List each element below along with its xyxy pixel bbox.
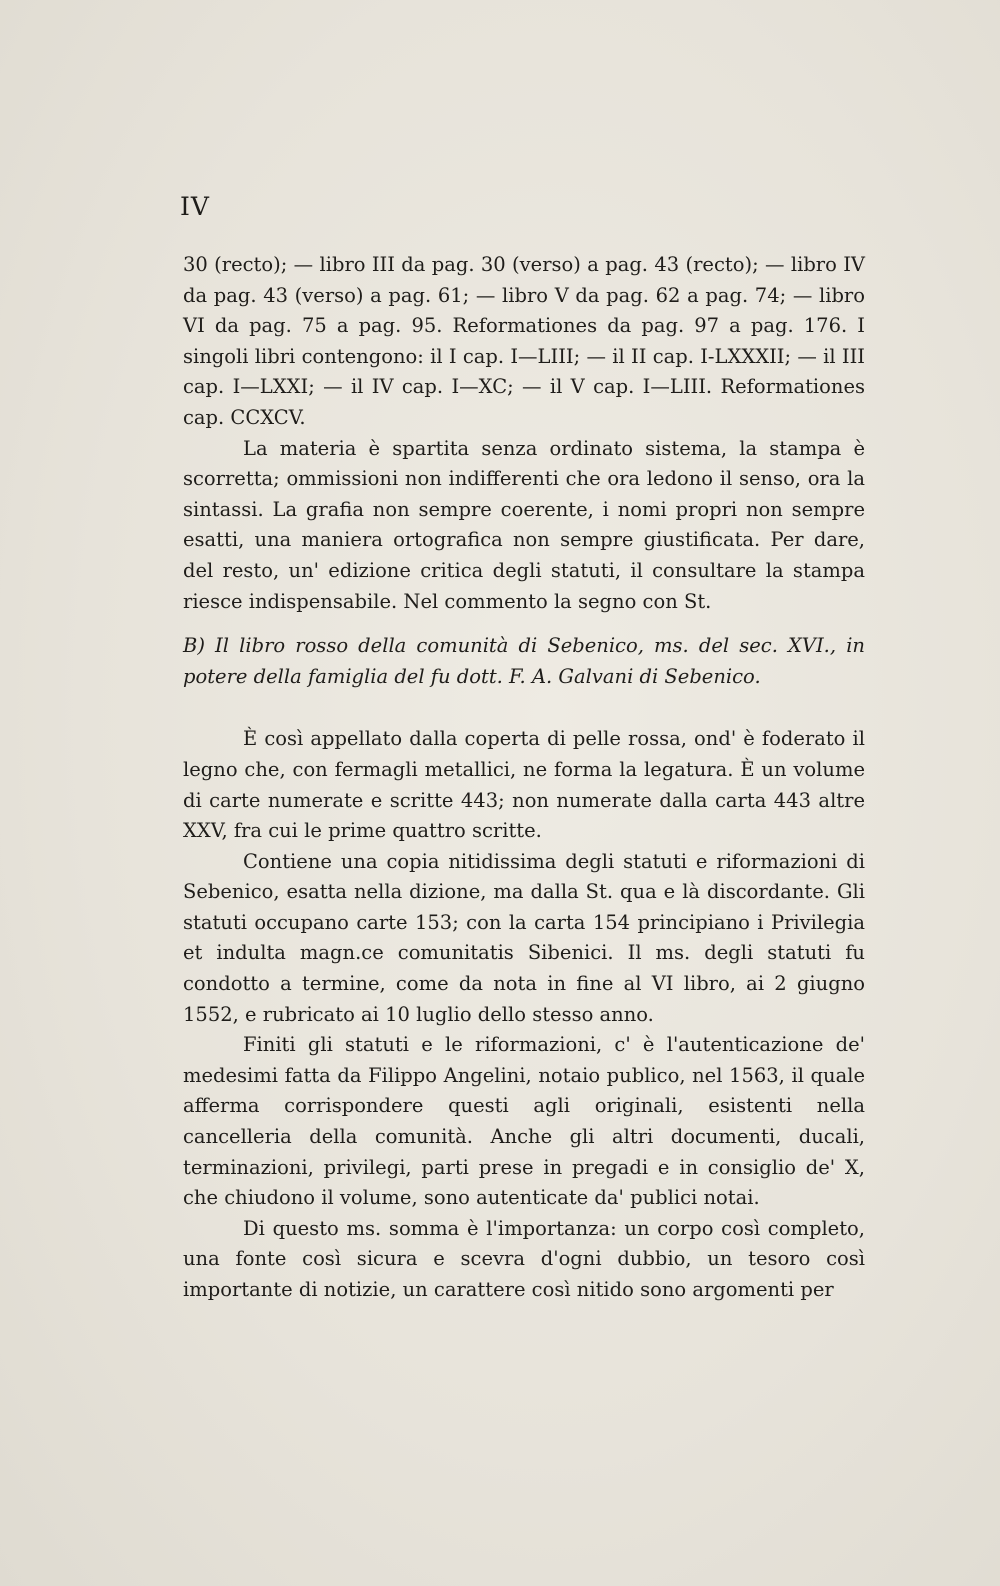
body-text [183, 250, 865, 1306]
paragraph-finiti: Finiti gli statuti e le riformazioni, c' è l'autenticazione de' medesimi fatta da Filippo Angelini, notaio publico, nel 1563, il quale afferma corrispondere questi agli originali, esistenti nella cancelleria della comunità. Anche gli altri documenti, ducali, terminazioni, privilegi, parti prese in pregadi e in consiglio de' X, che chiudono il volume, sono autenticate da' publici notai. [183, 1033, 865, 1210]
paragraph-continuation: 30 (recto); — libro III da pag. 30 (verso) a pag. 43 (recto); — libro IV da pag. 43 (verso) a pag. 61; — libro V da pag. 62 a pag. 74; — libro VI da pag. 75 a pag. 95. Reformationes da pag. 97 a pag. 176. I singoli libri contengono: il I cap. I—LIII; — il II cap. I-LXXXII; — il III cap. I—LXXI; — il IV cap. I—XC; — il V cap. I—LIII. Reformationes cap. CCXCV. [183, 253, 865, 429]
section-heading-b: B) Il libro rosso della comunità di Sebenico, ms. del sec. XVI., in potere della famiglia del fu dott. F. A. Galvani di Sebenico. [183, 634, 865, 688]
paragraph-appellato: È così appellato dalla coperta di pelle rossa, ond' è foderato il legno che, con fermagli metallici, ne forma la legatura. È un volume di carte numerate e scritte 443; non numerate dalla carta 443 altre XXV, fra cui le prime quattro scritte. [183, 727, 865, 843]
page-number: IV [180, 192, 210, 221]
paragraph-contiene: Contiene una copia nitidissima degli statuti e riformazioni di Sebenico, esatta nella dizione, ma dalla St. qua e là discordante. Gli statuti occupano carte 153; con la carta 154 principiano i Privilegia et indulta magn.ce comunitatis Sibenici. Il ms. degli statuti fu condotto a termine, come da nota in fine al VI libro, ai 2 giugno 1552, e rubricato ai 10 luglio dello stesso anno. [183, 849, 865, 1026]
paragraph-materia: La materia è spartita senza ordinato sistema, la stampa è scorretta; ommissioni non indifferenti che ora ledono il senso, ora la sintassi. La grafia non sempre coerente, i nomi propri non sempre esatti, una maniera ortografica non sempre giustificata. Per dare, del resto, un' edizione critica degli statuti, il consultare la stampa riesce indispensabile. Nel commento la segno con St. [183, 436, 865, 613]
paragraph-importanza: Di questo ms. somma è l'importanza: un corpo così completo, una fonte così sicura e scevra d'ogni dubbio, un tesoro così importante di notizie, un carattere così nitido sono argomenti per [183, 1216, 865, 1301]
